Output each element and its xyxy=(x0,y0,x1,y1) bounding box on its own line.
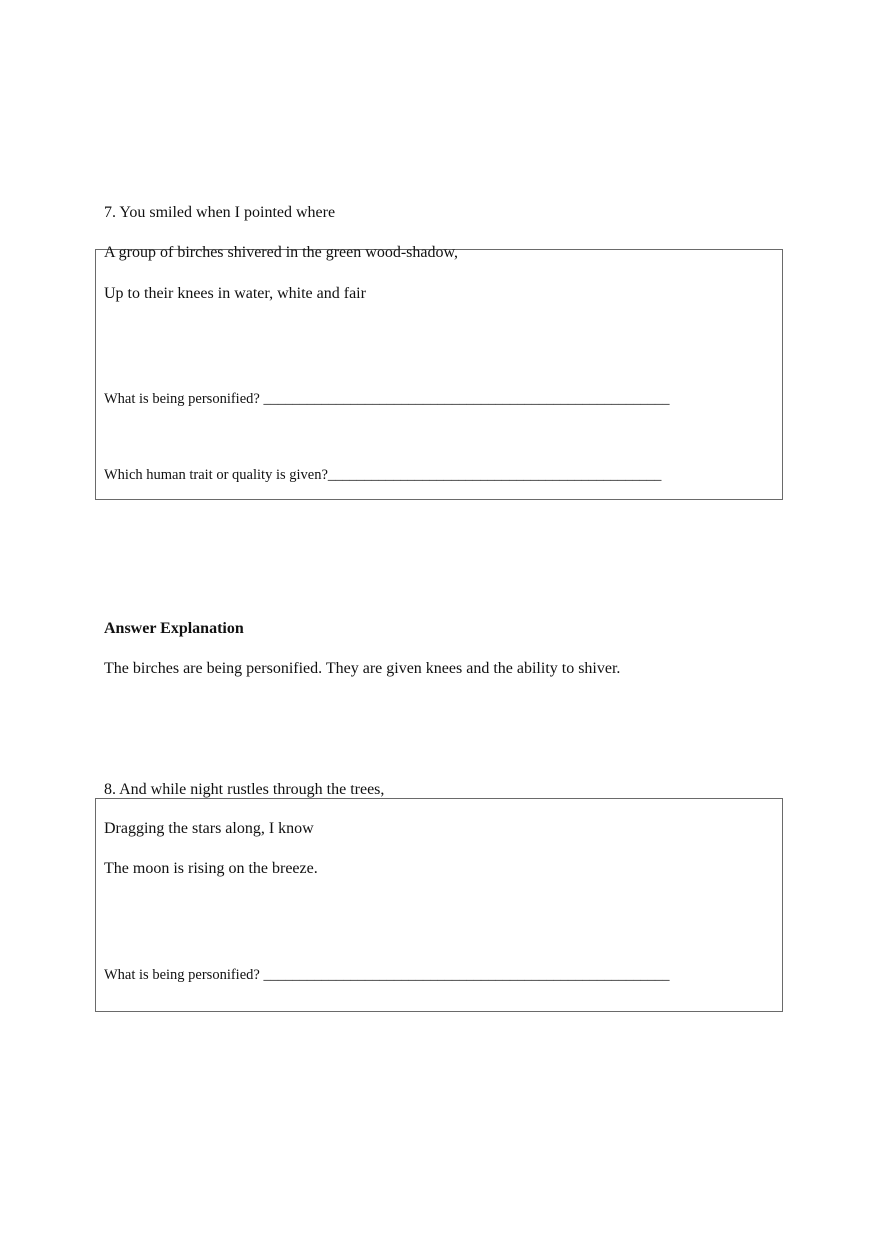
question-8-prompt-personified: What is being personified? ________________________________________________________ xyxy=(104,967,670,983)
answer-explanation-text: The birches are being personified. They are given knees and the ability to shiver. xyxy=(104,660,621,677)
question-7-intro: 7. You smiled when I pointed where xyxy=(104,204,336,221)
question-8-poem-line-1: Dragging the stars along, I know xyxy=(104,820,314,837)
question-8-intro: 8. And while night rustles through the trees, xyxy=(104,781,385,798)
answer-explanation-heading: Answer Explanation xyxy=(104,620,244,637)
question-8-poem-line-2: The moon is rising on the breeze. xyxy=(104,860,318,877)
question-7-prompt-trait: Which human trait or quality is given?______________________________________________ xyxy=(104,467,662,483)
question-7-prompt-personified: What is being personified? ________________________________________________________ xyxy=(104,391,670,407)
question-7-poem-line-2: Up to their knees in water, white and fair xyxy=(104,285,366,302)
question-7-poem-line-1: A group of birches shivered in the green wood-shadow, xyxy=(104,244,458,261)
